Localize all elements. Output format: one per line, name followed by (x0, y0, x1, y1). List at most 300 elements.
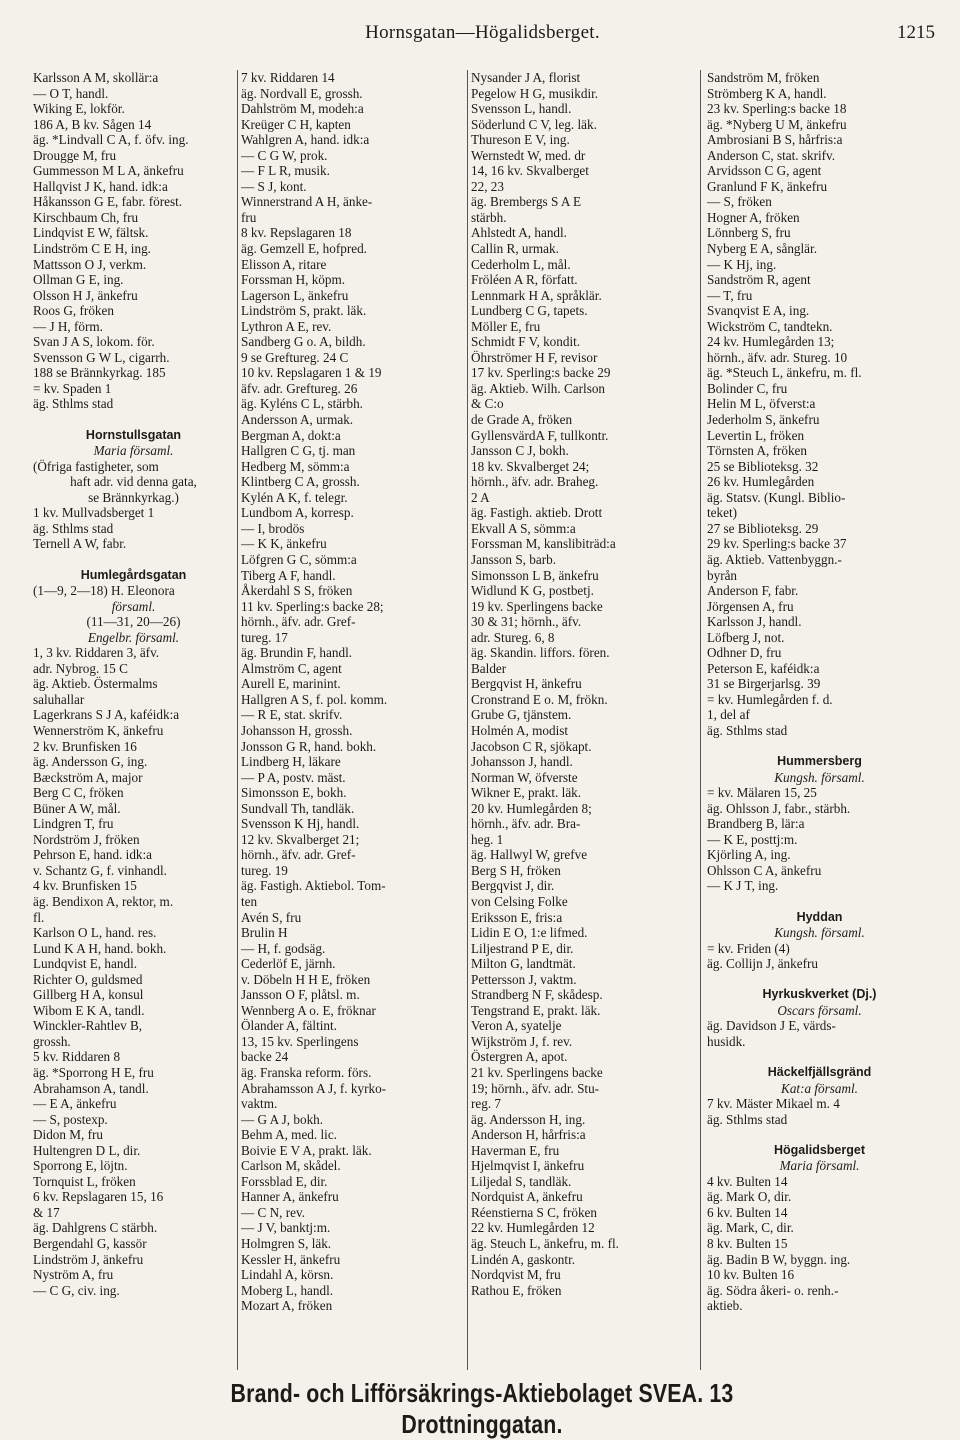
directory-entry: von Celsing Folke (471, 893, 568, 909)
directory-entry: Tornquist L, fröken (33, 1173, 136, 1189)
directory-entry: Svensson L, handl. (471, 101, 572, 117)
directory-entry: äg. Södra åkeri- o. renh.- (707, 1282, 839, 1298)
directory-entry: 14, 16 kv. Skvalberget (471, 163, 589, 179)
directory-entry: Ohlsson C A, änkefru (707, 862, 822, 878)
directory-entry: äg. Nordvall E, grossh. (241, 85, 363, 101)
directory-entry: — P A, postv. mäst. (241, 769, 346, 785)
directory-entry: Nysander J A, florist (471, 70, 581, 85)
directory-entry: Behm A, med. lic. (241, 1127, 337, 1143)
directory-entry: äg. Collijn J, änkefru (707, 956, 818, 972)
directory-entry: äg. Brembergs S A E (471, 194, 582, 210)
directory-entry: Bæckström A, major (33, 769, 143, 785)
directory-entry: Andersson A, urmak. (241, 412, 354, 428)
directory-entry: Törnsten A, fröken (707, 443, 807, 459)
directory-entry: Carlson M, skådel. (241, 1158, 341, 1174)
directory-entry: — K J T, ing. (707, 878, 779, 894)
directory-entry: 27 se Biblioteksg. 29 (707, 520, 819, 536)
directory-entry: Tengstrand E, prakt. läk. (471, 1002, 601, 1018)
directory-entry: Sporrong E, löjtn. (33, 1158, 128, 1174)
directory-entry: Abrahamsson A J, f. kyrko- (241, 1080, 387, 1096)
directory-entry: byrån (707, 567, 738, 583)
directory-entry: Lindström J, änkefru (33, 1251, 144, 1267)
directory-entry: äg. Aktieb. Wilh. Carlson (471, 380, 606, 396)
directory-entry: Jederholm S, änkefru (707, 412, 820, 428)
directory-entry: Avén S, fru (241, 909, 302, 925)
directory-entry: haft adr. vid denna gata, (70, 474, 197, 490)
directory-entry: Holmgren S, läk. (241, 1236, 332, 1252)
directory-entry: 10 kv. Bulten 16 (707, 1267, 795, 1283)
directory-entry: Kylén A K, f. telegr. (241, 489, 348, 505)
directory-entry: Östergren A, apot. (471, 1049, 568, 1065)
directory-entry: — F L R, musik. (241, 163, 330, 179)
directory-entry: Cronstrand E o. M, frökn. (471, 691, 608, 707)
directory-entry: hörnh., äfv. adr. Braheg. (471, 474, 599, 490)
directory-entry: Lund K A H, hand. bokh. (33, 940, 167, 956)
directory-entry: Büner A W, mål. (33, 800, 121, 816)
street-heading: Hornstullsgatan (85, 427, 182, 442)
directory-entry: Kjörling A, ing. (707, 847, 791, 863)
directory-entry: äg. Andersson H, ing. (471, 1111, 586, 1127)
directory-entry: 188 se Brännkyrkag. 185 (33, 365, 166, 381)
directory-entry: Ollman G E, ing. (33, 272, 124, 288)
directory-entry: Jansson S, barb. (471, 551, 556, 567)
directory-entry: Cederholm L, mål. (471, 256, 571, 272)
page-header (30, 22, 935, 48)
street-heading: Humlegårdsgatan (80, 567, 187, 582)
directory-entry: hörnh., äfv. adr. Gref- (241, 614, 356, 630)
directory-entry: äg. Davidson J E, värds- (707, 1018, 836, 1034)
directory-entry: äg. *Steuch L, änkefru, m. fl. (707, 365, 862, 381)
directory-entry: — O T, handl. (33, 85, 109, 101)
directory-entry: fru (241, 209, 257, 225)
directory-entry: Strandberg N F, skådesp. (471, 987, 603, 1003)
directory-entry: äg. Kyléns C L, stärbh. (241, 396, 363, 412)
directory-entry: 31 se Birgerjarlsg. 39 (707, 676, 821, 692)
directory-entry (707, 739, 932, 755)
directory-entry: Ternell A W, fabr. (33, 536, 127, 552)
street-heading: Hummersberg (777, 754, 862, 769)
directory-entry: Liljestrand P E, dir. (471, 940, 574, 956)
directory-entry: Didon M, fru (33, 1127, 103, 1143)
directory-entry: hörnh., äfv. adr. Stureg. 10 (707, 349, 848, 365)
directory-entry: Odhner D, fru (707, 645, 782, 661)
directory-entry: Norman W, öfverste (471, 769, 578, 785)
directory-entry: äg. Bendixon A, rektor, m. (33, 893, 174, 909)
directory-entry: se Brännkyrkag.) (88, 489, 179, 505)
directory-entry: 5 kv. Riddaren 8 (33, 1049, 121, 1065)
directory-entry: Kat:a församl. (781, 1080, 858, 1096)
directory-entry: Boivie E V A, prakt. läk. (241, 1142, 372, 1158)
directory-entry: Wiking E, lokför. (33, 101, 125, 117)
directory-entry: 13, 15 kv. Sperlingens (241, 1033, 359, 1049)
directory-entry: — C G, civ. ing. (33, 1282, 120, 1298)
directory-entry: — S J, kont. (241, 178, 307, 194)
directory-entry: 186 A, B kv. Sågen 14 (33, 116, 152, 132)
directory-entry: ten (241, 893, 258, 909)
directory-entry: — K Hj, ing. (707, 256, 777, 272)
directory-entry: Pehrson E, hand. idk:a (33, 847, 153, 863)
directory-entry: Nyström A, fru (33, 1267, 114, 1283)
directory-entry: 19 kv. Sperlingens backe (471, 598, 603, 614)
directory-entry: Bergqvist H, änkefru (471, 676, 582, 692)
directory-entry: Lundqvist E, handl. (33, 956, 138, 972)
directory-entry: Hallgren C G, tj. man (241, 443, 356, 459)
directory-entry: Nordqvist M, fru (471, 1267, 561, 1283)
directory-entry: 4 kv. Bulten 14 (707, 1173, 788, 1189)
directory-entry (33, 412, 234, 428)
directory-entry: Sandström M, fröken (707, 70, 820, 85)
directory-entry: — G A J, bokh. (241, 1111, 324, 1127)
street-heading: Hyrkuskverket (Dj.) (762, 987, 877, 1002)
directory-entry: äg. Steuch L, änkefru, m. fl. (471, 1236, 619, 1252)
directory-entry: Tiberg A F, handl. (241, 567, 336, 583)
directory-entry: vaktm. (241, 1096, 278, 1112)
directory-entry: Karlson O L, hand. res. (33, 925, 157, 941)
directory-entry: Almström C, agent (241, 660, 342, 676)
directory-entry: 9 se Greftureg. 24 C (241, 349, 349, 365)
directory-entry (707, 972, 932, 988)
directory-entry: Kessler H, änkefru (241, 1251, 341, 1267)
directory-entry: saluhallar (33, 691, 85, 707)
directory-entry: 1 kv. Mullvadsberget 1 (33, 505, 155, 521)
directory-entry: äg. Skandin. liffors. fören. (471, 645, 610, 661)
directory-entry: Dahlström M, modeh:a (241, 101, 364, 117)
directory-entry (707, 1049, 932, 1065)
directory-entry: 23 kv. Sperling:s backe 18 (707, 101, 847, 117)
directory-entry: äg. Sthlms stad (707, 722, 788, 738)
directory-entry: Kreüger C H, kapten (241, 116, 351, 132)
directory-entry: äg. Hallwyl W, grefve (471, 847, 588, 863)
directory-entry: 7 kv. Mäster Mikael m. 4 (707, 1096, 840, 1112)
directory-entry: Johansson H, grossh. (241, 722, 353, 738)
directory-entry: Lidin E O, 1:e lifmed. (471, 925, 588, 941)
directory-entry: Winckler-Rahtlev B, (33, 1018, 143, 1034)
directory-entry: — K E, posttj:m. (707, 831, 798, 847)
directory-entry: Abrahamson A, tandl. (33, 1080, 149, 1096)
directory-entry: — C N, rev. (241, 1204, 305, 1220)
directory-entry: Karlsson J, handl. (707, 614, 802, 630)
directory-entry: Brulin H (241, 925, 288, 941)
directory-entry: Roos G, fröken (33, 303, 114, 319)
directory-entry: äg. Sthlms stad (707, 1111, 788, 1127)
directory-entry: äg. Sthlms stad (33, 520, 114, 536)
directory-entry: Möller E, fru (471, 318, 541, 334)
directory-entry: v. Döbeln H H E, fröken (241, 971, 371, 987)
directory-entry: Anderson C, stat. skrifv. (707, 147, 836, 163)
directory-entry: Hogner A, fröken (707, 209, 800, 225)
directory-entry: Ahlstedt A, handl. (471, 225, 567, 241)
directory-entry: Maria församl. (93, 443, 174, 459)
directory-entry: Wernstedt W, med. dr (471, 147, 586, 163)
directory-entry: Veron A, syatelje (471, 1018, 562, 1034)
directory-entry: Gummesson M L A, änkefru (33, 163, 184, 179)
directory-entry: Simonsson L B, änkefru (471, 567, 599, 583)
directory-entry: hörnh., äfv. adr. Bra- (471, 816, 581, 832)
directory-entry: 18 kv. Skvalberget 24; (471, 458, 590, 474)
directory-entry: äg. Mark O, dir. (707, 1189, 792, 1205)
directory-entry: Simonsson E, bokh. (241, 785, 347, 801)
directory-entry: Hallgren A S, f. pol. komm. (241, 691, 388, 707)
directory-entry: heg. 1 (471, 831, 504, 847)
directory-entry: Pegelow H G, musikdir. (471, 85, 599, 101)
directory-entry: Bergendahl G, kassör (33, 1236, 147, 1252)
directory-entry: Arvidsson C G, agent (707, 163, 822, 179)
directory-entry: Maria församl. (779, 1158, 860, 1174)
directory-entry: 11 kv. Sperling:s backe 28; (241, 598, 384, 614)
directory-entry: — C G W, prok. (241, 147, 328, 163)
directory-entry: Berg S H, fröken (471, 862, 561, 878)
page-number: 1215 (897, 22, 935, 43)
directory-entry: Grube G, tjänstem. (471, 707, 572, 723)
directory-entry: Liljedal S, tandläk. (471, 1173, 572, 1189)
directory-entry: husidk. (707, 1033, 746, 1049)
directory-entry: äg. *Sporrong H E, fru (33, 1065, 154, 1080)
directory-entry: Pettersson J, vaktm. (471, 971, 577, 987)
directory-entry: äg. Sthlms stad (33, 396, 114, 412)
directory-entry: 17 kv. Sperling:s backe 29 (471, 365, 611, 381)
directory-entry: Elisson A, ritare (241, 256, 327, 272)
directory-entry: 22, 23 (471, 178, 504, 194)
directory-entry: — I, brodös (241, 520, 305, 536)
directory-entry: & C:o (471, 396, 504, 412)
directory-entry: 12 kv. Skvalberget 21; (241, 831, 360, 847)
page-title: Hornsgatan—Högalidsberget. (365, 22, 600, 43)
directory-entry: Sandberg G o. A, bildh. (241, 334, 366, 350)
directory-entry: Granlund F K, änkefru (707, 178, 828, 194)
directory-entry: Svan J A S, lokom. för. (33, 334, 155, 350)
directory-entry: Ambrosiani B S, hårfris:a (707, 132, 843, 148)
advertisement-banner: Brand- och Lifförsäkrings-Aktiebolaget SVEA. 13 Drottninggatan. (230, 1378, 734, 1439)
directory-entry: Anderson F, fabr. (707, 583, 799, 599)
directory-entry: Balder (471, 660, 507, 676)
directory-entry: Åkerdahl S S, fröken (241, 583, 353, 599)
directory-entry: Levertin L, fröken (707, 427, 805, 443)
directory-entry: (1—9, 2—18) H. Eleonora (33, 583, 175, 599)
directory-entry: Klintberg C A, grossh. (241, 474, 360, 490)
directory-entry: Olsson H J, änkefru (33, 287, 138, 303)
directory-entry: äg. Statsv. (Kungl. Biblio- (707, 489, 846, 505)
directory-entry: Nyberg E A, sånglär. (707, 241, 817, 257)
directory-entry: 24 kv. Humlegården 13; (707, 334, 835, 350)
directory-entry: Ölander A, fältint. (241, 1018, 337, 1034)
directory-entry: Richter O, guldsmed (33, 971, 143, 987)
directory-entry: Rathou E, fröken (471, 1282, 562, 1298)
directory-entry: 4 kv. Brunfisken 15 (33, 878, 137, 894)
directory-entry: — R E, stat. skrifv. (241, 707, 343, 723)
directory-entry: Wibom E K A, tandl. (33, 1002, 145, 1018)
directory-entry: fl. (33, 909, 45, 925)
directory-entry: Lythron A E, rev. (241, 318, 332, 334)
directory-entry: 10 kv. Repslagaren 1 & 19 (241, 365, 382, 381)
directory-entry: Mozart A, fröken (241, 1298, 333, 1314)
column-3 (468, 70, 701, 1370)
directory-entry: grossh. (33, 1033, 71, 1049)
directory-entry: — S, fröken (707, 194, 772, 210)
directory-entry: Hallqvist J K, hand. idk:a (33, 178, 168, 194)
directory-entry: 6 kv. Bulten 14 (707, 1204, 788, 1220)
directory-entry: Drougge M, fru (33, 147, 117, 163)
directory-entry: de Grade A, fröken (471, 412, 573, 428)
directory-entry: äg. Mark, C, dir. (707, 1220, 794, 1236)
directory-entry: reg. 7 (471, 1096, 502, 1112)
column-4 (701, 70, 935, 1370)
directory-entry: Schmidt F V, kondit. (471, 334, 581, 350)
directory-entry: aktieb. (707, 1298, 743, 1314)
directory-entry: äg. Ohlsson J, fabr., stärbh. (707, 800, 851, 816)
directory-entry: Nordquist A, änkefru (471, 1189, 583, 1205)
directory-entry: Lindahl A, körsn. (241, 1267, 334, 1283)
directory-entry: Helin M L, öfverst:a (707, 396, 816, 412)
directory-entry: Jansson O F, plåtsl. m. (241, 987, 360, 1003)
directory-entry: Håkansson G E, fabr. förest. (33, 194, 183, 210)
directory-entry: = kv. Humlegården f. d. (707, 691, 833, 707)
column-1 (30, 70, 238, 1370)
directory-entry: äg. Aktieb. Östermalms (33, 676, 158, 692)
directory-entry: tureg. 17 (241, 629, 288, 645)
directory-entry: Lindström S, prakt. läk. (241, 303, 367, 319)
directory-entry: Nordström J, fröken (33, 831, 140, 847)
directory-entry: 29 kv. Sperling:s backe 37 (707, 536, 847, 552)
directory-entry: Wennerström K, änkefru (33, 722, 164, 738)
directory-entry: — E A, änkefru (33, 1096, 117, 1112)
directory-entry: 8 kv. Bulten 15 (707, 1236, 788, 1252)
street-heading: Häckelfjällsgränd (767, 1065, 872, 1079)
directory-entry: äg. Fastigh. Aktiebol. Tom- (241, 878, 386, 894)
directory-entry: äfv. adr. Greftureg. 26 (241, 380, 358, 396)
directory-entry: Widlund K G, postbetj. (471, 583, 594, 599)
directory-entry: — J V, banktj:m. (241, 1220, 331, 1236)
directory-entry: 21 kv. Sperlingens backe (471, 1065, 603, 1080)
directory-entry: Holmén A, modist (471, 722, 569, 738)
directory-entry: Brandberg B, lär:a (707, 816, 805, 832)
directory-entry: äg. Fastigh. aktieb. Drott (471, 505, 603, 521)
directory-entry: Wahlgren A, hand. idk:a (241, 132, 370, 148)
directory-entry: Jörgensen A, fru (707, 598, 794, 614)
directory-entry: 19; hörnh., äfv. adr. Stu- (471, 1080, 600, 1096)
directory-entry: 6 kv. Repslagaren 15, 16 (33, 1189, 164, 1205)
directory-entry: Lindén A, gaskontr. (471, 1251, 576, 1267)
directory-entry: GyllensvärdA F, tullkontr. (471, 427, 609, 443)
directory-entry: Svensson K Hj, handl. (241, 816, 360, 832)
directory-entry: äg. Dahlgrens C stärbh. (33, 1220, 158, 1236)
directory-entry: Strömberg K A, handl. (707, 85, 827, 101)
directory-entry: Löfgren G C, sömm:a (241, 551, 357, 567)
directory-entry: Milton G, landtmät. (471, 956, 576, 972)
directory-entry: Ekvall A S, sömm:a (471, 520, 576, 536)
directory-entry: = kv. Friden (4) (707, 940, 790, 956)
directory-entry: äg. Brundin F, handl. (241, 645, 353, 661)
directory-entry (707, 894, 932, 910)
directory-entry: 1, del af (707, 707, 750, 723)
directory-entry: Bergqvist J, dir. (471, 878, 555, 894)
directory-entry: = kv. Spaden 1 (33, 380, 112, 396)
directory-entry: äg. Badin B W, byggn. ing. (707, 1251, 851, 1267)
directory-entry: Hanner A, änkefru (241, 1189, 339, 1205)
directory-entry: Gillberg H A, konsul (33, 987, 144, 1003)
directory-entry: Sandström R, agent (707, 272, 811, 288)
directory-entry: Haverman E, fru (471, 1142, 560, 1158)
street-heading: Högalidsberget (774, 1142, 865, 1157)
directory-entry: Callin R, urmak. (471, 241, 559, 257)
directory-entry: 30 & 31; hörnh., äfv. (471, 614, 582, 630)
directory-entry: Forssman M, kanslibiträd:a (471, 536, 616, 552)
directory-entry: Bolinder C, fru (707, 380, 788, 396)
directory-entry: = kv. Mälaren 15, 25 (707, 785, 817, 801)
directory-entry: äg. *Lindvall C A, f. öfv. ing. (33, 132, 189, 148)
directory-entry: 22 kv. Humlegården 12 (471, 1220, 595, 1236)
directory-entry: (11—31, 20—26) (86, 614, 181, 630)
directory-entry: församl. (111, 598, 156, 614)
directory-entry: Wennberg A o. E, fröknar (241, 1002, 376, 1018)
directory-entry: Kirschbaum Ch, fru (33, 209, 139, 225)
directory-entry: Lindström C E H, ing. (33, 241, 151, 257)
directory-entry: adr. Stureg. 6, 8 (471, 629, 555, 645)
directory-entry: Forssman H, köpm. (241, 272, 346, 288)
directory-entry: teket) (707, 505, 738, 521)
street-heading: Hyddan (796, 909, 843, 924)
directory-entry: Wikner E, prakt. läk. (471, 785, 582, 801)
directory-entry: — J H, förm. (33, 318, 103, 334)
directory-entry: Karlsson A M, skollär:a (33, 70, 159, 85)
directory-entry: Anderson H, hårfris:a (471, 1127, 586, 1143)
directory-entry: Berg C C, fröken (33, 785, 124, 801)
directory-entry: & 17 (33, 1204, 60, 1220)
directory-entry: Kungsh. församl. (774, 769, 865, 785)
directory-entry: Cederlöf E, järnh. (241, 956, 336, 972)
directory-entry: Wickström C, tandtekn. (707, 318, 833, 334)
directory-entry (707, 1127, 932, 1143)
directory-entry: Lindgren T, fru (33, 816, 114, 832)
directory-entry: Eriksson E, fris:a (471, 909, 563, 925)
directory-entry: backe 24 (241, 1049, 289, 1065)
directory-entry: — H, f. godsäg. (241, 940, 326, 956)
directory-entry: Kungsh. församl. (774, 925, 865, 941)
directory-entry: Jonsson G R, hand. bokh. (241, 738, 377, 754)
directory-entry: äg. *Nyberg U M, änkefru (707, 116, 847, 132)
directory-entry: Forssblad E, dir. (241, 1173, 328, 1189)
directory-entry: 26 kv. Humlegården (707, 474, 815, 490)
directory-entry: 7 kv. Riddaren 14 (241, 70, 335, 85)
directory-entry: Svanqvist E A, ing. (707, 303, 810, 319)
directory-entry: Lagerson L, änkefru (241, 287, 349, 303)
directory-entry: Löfberg J, not. (707, 629, 785, 645)
directory-entry: Winnerstrand A H, änke- (241, 194, 373, 210)
directory-entry: äg. Gemzell E, hofpred. (241, 241, 367, 257)
directory-entry: Öhrströmer H F, revisor (471, 349, 598, 365)
directory-entry: Moberg L, handl. (241, 1282, 334, 1298)
directory-entry: 1, 3 kv. Riddaren 3, äfv. (33, 645, 160, 661)
directory-entry: Svensson G W L, cigarrh. (33, 349, 170, 365)
directory-entry: Hedberg M, sömm:a (241, 458, 350, 474)
directory-entry: Wijkström J, f. rev. (471, 1033, 573, 1049)
directory-entry: 25 se Biblioteksg. 32 (707, 458, 819, 474)
directory-entry: Lagerkrans S J A, kaféidk:a (33, 707, 180, 723)
directory-entry: hörnh., äfv. adr. Gref- (241, 847, 356, 863)
directory-entry: 2 A (471, 489, 490, 505)
directory-entry: Lennmark H A, språklär. (471, 287, 602, 303)
directory-entry: Hjelmqvist I, änkefru (471, 1158, 585, 1174)
directory-entry: Mattsson O J, verkm. (33, 256, 147, 272)
directory-entry: Lundberg C G, tapets. (471, 303, 588, 319)
directory-entry: Johansson J, handl. (471, 754, 573, 770)
directory-entry: Réenstierna S C, fröken (471, 1204, 597, 1220)
directory-entry: Hultengren D L, dir. (33, 1142, 141, 1158)
directory-entry: Sundvall Th, tandläk. (241, 800, 355, 816)
directory-entry: Lindberg H, läkare (241, 754, 341, 770)
directory-entry: 8 kv. Repslagaren 18 (241, 225, 352, 241)
directory-entry: Aurell E, marinint. (241, 676, 341, 692)
directory-entry: äg. Aktieb. Vattenbyggn.- (707, 551, 842, 567)
